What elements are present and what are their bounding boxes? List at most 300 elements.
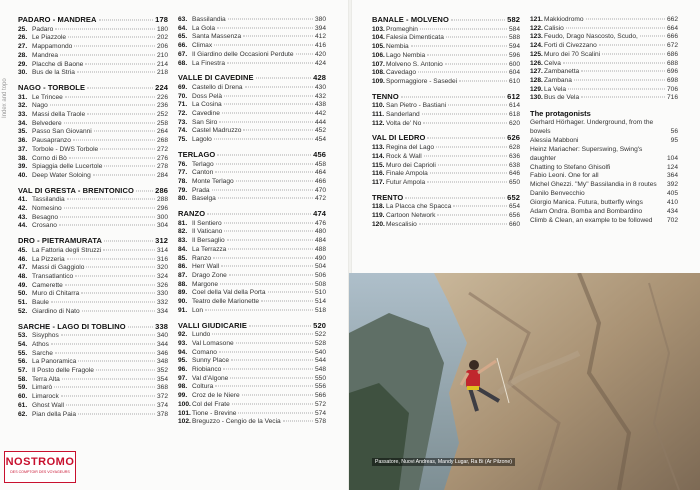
entry-page: 458 xyxy=(314,160,326,168)
entry-name: Zambanetta xyxy=(544,68,580,76)
leader-dots xyxy=(256,78,312,79)
entry-number: 49. xyxy=(18,281,28,289)
entry-page: 236 xyxy=(156,102,168,110)
protagonist-entry xyxy=(530,217,678,226)
entry-number: 87. xyxy=(178,271,188,279)
index-entry xyxy=(372,203,520,212)
entry-page: 326 xyxy=(156,281,168,289)
entry-page: 324 xyxy=(156,272,168,280)
entry-page: 432 xyxy=(314,92,326,100)
entry-page: 514 xyxy=(314,298,326,306)
index-entry xyxy=(372,61,520,70)
entry-page: 620 xyxy=(508,119,520,127)
index-entry xyxy=(178,161,326,170)
leader-dots xyxy=(640,36,665,37)
index-entry xyxy=(372,102,520,111)
protagonist-page: 702 xyxy=(666,217,678,224)
protagonists-section xyxy=(530,109,678,226)
entry-page: 368 xyxy=(156,384,168,392)
leader-dots xyxy=(438,164,507,165)
index-entry xyxy=(372,170,520,179)
photo-caption: Passatore, Nuovi Andreas, Mandy Lugar, Ra Bi (Ar Pilzone) xyxy=(372,458,515,466)
entry-number: 43. xyxy=(18,213,28,221)
section-heading xyxy=(18,323,168,332)
index-section xyxy=(18,16,168,78)
entry-name: Comano xyxy=(192,348,217,356)
entry-number: 117. xyxy=(372,178,385,186)
section-page: 474 xyxy=(313,209,326,219)
entry-number: 113. xyxy=(372,144,385,152)
entry-page: 378 xyxy=(156,410,168,418)
protagonists-title: The protagonists xyxy=(530,109,591,119)
leader-dots xyxy=(73,140,155,141)
entry-name: Cavedago xyxy=(386,69,417,77)
leader-dots xyxy=(411,46,507,47)
leader-dots xyxy=(236,342,313,343)
leader-dots xyxy=(446,37,507,38)
protagonist-entry xyxy=(530,199,678,208)
index-entry xyxy=(18,163,168,172)
entry-name: Regina del Lago xyxy=(386,144,435,152)
index-entry xyxy=(18,290,168,299)
index-entry xyxy=(530,77,678,86)
entry-name: La Vela xyxy=(544,85,566,93)
entry-number: 111. xyxy=(372,111,385,119)
index-entry xyxy=(178,392,326,401)
entry-number: 54. xyxy=(18,340,28,348)
entry-page: 578 xyxy=(314,418,326,426)
entry-page: 354 xyxy=(156,375,168,383)
entry-number: 37. xyxy=(18,145,28,153)
section-page: 612 xyxy=(507,91,520,101)
index-entry xyxy=(178,42,326,51)
entry-number: 29. xyxy=(18,60,28,68)
index-entry xyxy=(178,119,326,128)
protagonist-entry xyxy=(530,119,678,137)
entry-number: 88. xyxy=(178,280,188,288)
index-entry xyxy=(530,68,678,77)
entry-name: Futur Ampola xyxy=(386,178,426,186)
entry-name: Calisio xyxy=(544,24,564,32)
index-entry xyxy=(178,237,326,246)
leader-dots xyxy=(67,199,155,200)
index-entry xyxy=(178,195,326,204)
leader-dots xyxy=(220,283,313,284)
leader-dots xyxy=(227,240,313,241)
index-entry xyxy=(178,401,326,410)
section-page: 312 xyxy=(155,236,168,246)
leader-dots xyxy=(64,208,155,209)
section-title: RANZO xyxy=(178,209,206,219)
leader-dots xyxy=(55,352,155,353)
entry-number: 69. xyxy=(178,83,188,91)
section-heading xyxy=(178,322,326,331)
entry-page: 288 xyxy=(156,196,168,204)
leader-dots xyxy=(230,377,313,378)
entry-page: 372 xyxy=(156,393,168,401)
index-entry xyxy=(18,120,168,129)
entry-number: 38. xyxy=(18,154,28,162)
section-page: 652 xyxy=(507,192,520,202)
protagonist-name: Chatting to Stefano Ghisolfi xyxy=(530,163,611,171)
index-entry xyxy=(18,172,168,181)
leader-dots xyxy=(217,27,313,28)
entry-name: Ranzo xyxy=(192,254,212,262)
index-entry xyxy=(178,366,326,375)
leader-dots xyxy=(104,166,155,167)
leader-dots xyxy=(427,54,507,55)
entry-page: 664 xyxy=(666,24,678,32)
index-entry xyxy=(530,60,678,69)
entry-number: 126. xyxy=(530,59,543,67)
leader-dots xyxy=(85,63,155,64)
entry-page: 416 xyxy=(314,42,326,50)
index-section xyxy=(178,16,326,68)
entry-page: 424 xyxy=(314,59,326,67)
leader-dots xyxy=(242,395,313,396)
entry-name: Padaro xyxy=(32,25,54,33)
entry-page: 472 xyxy=(314,195,326,203)
index-entry xyxy=(178,418,326,427)
entry-page: 264 xyxy=(156,128,168,136)
entry-page: 518 xyxy=(314,306,326,314)
entry-name: Finale Ampola xyxy=(386,170,428,178)
entry-page: 452 xyxy=(314,127,326,135)
section-page: 338 xyxy=(155,321,168,331)
protagonist-page: 95 xyxy=(670,136,678,144)
entry-name: Lagolo xyxy=(192,136,212,144)
entry-number: 102. xyxy=(178,418,191,426)
entry-page: 600 xyxy=(508,60,520,68)
section-heading xyxy=(18,237,168,246)
entry-page: 340 xyxy=(156,332,168,340)
entry-number: 121. xyxy=(530,16,543,23)
entry-name: Nomesino xyxy=(32,205,62,213)
leader-dots xyxy=(602,53,665,54)
index-entry xyxy=(372,179,520,188)
entry-name: Pausapranzo xyxy=(32,137,71,145)
entry-name: Baule xyxy=(32,299,49,307)
leader-dots xyxy=(221,266,313,267)
protagonist-name: Danilo Benvecchio xyxy=(530,190,585,198)
leader-dots xyxy=(100,148,155,149)
leader-dots xyxy=(69,157,155,158)
entry-page: 628 xyxy=(508,144,520,152)
entry-number: 93. xyxy=(178,339,188,347)
entry-name: Nago xyxy=(32,102,48,110)
entry-name: Feudo, Drago Nascosto, Scudo, xyxy=(544,33,638,41)
entry-number: 81. xyxy=(178,219,188,227)
entry-name: Terlago xyxy=(192,160,214,168)
leader-dots xyxy=(136,190,153,191)
index-entry xyxy=(178,33,326,42)
index-entry xyxy=(178,281,326,290)
entry-page: 556 xyxy=(314,383,326,391)
index-section xyxy=(18,84,168,181)
index-entry xyxy=(530,42,678,51)
entry-name: Sarche xyxy=(32,349,53,357)
entry-number: 47. xyxy=(18,264,28,272)
leader-dots xyxy=(81,293,155,294)
entry-number: 60. xyxy=(18,393,28,401)
entry-number: 73. xyxy=(178,118,188,126)
index-entry xyxy=(18,341,168,350)
entry-number: 35. xyxy=(18,128,28,136)
entry-number: 58. xyxy=(18,375,28,383)
entry-page: 610 xyxy=(508,77,520,85)
index-entry xyxy=(18,256,168,265)
section-heading xyxy=(372,134,520,143)
leader-dots xyxy=(77,72,155,73)
section-title: TENNO xyxy=(372,91,399,101)
leader-dots xyxy=(224,231,313,232)
section-page: 456 xyxy=(313,149,326,159)
leader-dots xyxy=(222,113,313,114)
entry-page: 476 xyxy=(314,219,326,227)
entry-name: Lago Nembia xyxy=(386,51,426,59)
entry-page: 296 xyxy=(156,205,168,213)
protagonist-entry xyxy=(530,164,678,173)
protagonist-entry xyxy=(530,181,678,190)
leader-dots xyxy=(423,122,507,123)
leader-dots xyxy=(78,361,155,362)
entry-name: Athos xyxy=(32,340,49,348)
entry-page: 480 xyxy=(314,228,326,236)
entry-page: 344 xyxy=(156,340,168,348)
entry-name: Belvedere xyxy=(32,119,62,127)
section-heading-row xyxy=(18,187,168,196)
index-entry xyxy=(18,94,168,103)
entry-page: 348 xyxy=(156,358,168,366)
index-column-3 xyxy=(372,16,520,235)
section-heading xyxy=(372,93,520,102)
entry-page: 506 xyxy=(314,271,326,279)
leader-dots xyxy=(437,215,507,216)
index-entry xyxy=(530,86,678,95)
index-entry xyxy=(18,137,168,146)
protagonist-name: Gerhard Hörhager. Underground, from the bowels xyxy=(530,119,654,135)
entry-page: 470 xyxy=(314,186,326,194)
entry-number: 56. xyxy=(18,358,28,366)
entry-number: 53. xyxy=(18,332,28,340)
protagonist-entry xyxy=(530,146,678,164)
entry-name: Crosano xyxy=(32,222,57,230)
section-page: 224 xyxy=(155,82,168,92)
entry-page: 618 xyxy=(508,111,520,119)
entry-page: 464 xyxy=(314,169,326,177)
index-entry xyxy=(18,358,168,367)
entry-number: 92. xyxy=(178,331,188,339)
entry-page: 696 xyxy=(666,68,678,76)
entry-page: 544 xyxy=(314,357,326,365)
index-entry xyxy=(530,94,678,103)
section-heading-row xyxy=(372,93,520,102)
entry-number: 97. xyxy=(178,374,188,382)
entry-name: Torbole - DWS Torbole xyxy=(32,145,99,153)
index-section xyxy=(530,16,678,103)
leader-dots xyxy=(68,37,155,38)
entry-name: Lon xyxy=(192,306,204,314)
index-entry xyxy=(372,78,520,87)
entry-name: Il Vaticano xyxy=(192,228,223,236)
entry-page: 638 xyxy=(508,161,520,169)
entry-page: 346 xyxy=(156,349,168,357)
index-entry xyxy=(18,111,168,120)
index-entry xyxy=(18,264,168,273)
entry-name: Tione - Brevine xyxy=(192,409,237,417)
entry-name: Teatro delle Marionette xyxy=(192,298,260,306)
leader-dots xyxy=(445,63,507,64)
section-title: SARCHE - LAGO DI TOBLINO xyxy=(18,321,126,331)
index-entry xyxy=(178,136,326,145)
index-entry xyxy=(178,51,326,60)
index-entry xyxy=(178,331,326,340)
entry-number: 39. xyxy=(18,163,28,171)
section-title: PADARO - MANDREA xyxy=(18,15,97,24)
entry-number: 63. xyxy=(178,16,188,23)
protagonist-entry xyxy=(530,208,678,217)
entry-number: 101. xyxy=(178,409,191,417)
entry-page: 284 xyxy=(156,171,168,179)
entry-number: 98. xyxy=(178,383,188,391)
leader-dots xyxy=(65,284,155,285)
entry-name: Zambana xyxy=(544,76,572,84)
entry-name: Mandrea xyxy=(32,51,59,59)
index-entry xyxy=(18,102,168,111)
entry-name: Sanderland xyxy=(386,111,420,119)
section-heading xyxy=(178,210,326,219)
index-entry xyxy=(372,26,520,35)
entry-name: Makkiodromo xyxy=(544,16,584,23)
entry-number: 66. xyxy=(178,42,188,50)
entry-page: 636 xyxy=(508,152,520,160)
entry-page: 540 xyxy=(314,348,326,356)
climber-photo xyxy=(349,273,700,490)
protagonist-page: 434 xyxy=(666,208,678,216)
entry-name: Santa Massenza xyxy=(192,33,242,41)
entry-name: Limarock xyxy=(32,393,59,401)
index-section xyxy=(178,74,326,145)
entry-page: 430 xyxy=(314,83,326,91)
index-entry xyxy=(18,128,168,137)
entry-page: 572 xyxy=(314,400,326,408)
entry-number: 78. xyxy=(178,177,188,185)
leader-dots xyxy=(214,45,313,46)
leader-dots xyxy=(59,225,155,226)
protagonist-page: 56 xyxy=(670,127,678,135)
leader-dots xyxy=(224,104,313,105)
entry-number: 67. xyxy=(178,50,188,58)
entry-page: 214 xyxy=(156,60,168,68)
entry-page: 672 xyxy=(666,42,678,50)
leader-dots xyxy=(419,223,507,224)
index-entry xyxy=(18,411,168,420)
entry-name: Sunny Place xyxy=(192,357,230,365)
index-entry xyxy=(178,349,326,358)
entry-number: 95. xyxy=(178,357,188,365)
leader-dots xyxy=(231,360,313,361)
leader-dots xyxy=(207,214,311,215)
entry-name: Falesia Dimenticata xyxy=(386,34,444,42)
leader-dots xyxy=(229,274,313,275)
entry-name: Ghost Wall xyxy=(32,401,64,409)
entry-page: 686 xyxy=(666,50,678,58)
entry-number: 129. xyxy=(530,85,543,93)
index-entry xyxy=(372,43,520,52)
leader-dots xyxy=(249,325,311,326)
index-entry xyxy=(18,308,168,317)
entry-number: 79. xyxy=(178,186,188,194)
entry-name: Canton xyxy=(192,169,214,177)
section-title: DRO - PIETRAMURATA xyxy=(18,236,103,246)
leader-dots xyxy=(217,154,311,155)
index-entry xyxy=(372,144,520,153)
entry-page: 330 xyxy=(156,290,168,298)
leader-dots xyxy=(205,309,313,310)
entry-number: 127. xyxy=(530,68,543,76)
section-heading xyxy=(178,151,326,160)
entry-page: 218 xyxy=(156,69,168,77)
entry-number: 45. xyxy=(18,246,28,254)
entry-name: Croz de le Niere xyxy=(192,392,240,400)
entry-name: Tassilandia xyxy=(32,196,65,204)
leader-dots xyxy=(448,105,507,106)
entry-page: 510 xyxy=(314,289,326,297)
index-section xyxy=(372,93,520,129)
section-page: 626 xyxy=(507,133,520,143)
index-entry xyxy=(178,375,326,384)
protagonist-name: Heinz Mariacher: Superswing, Swing's daughter xyxy=(530,145,643,162)
protagonist-name: Climb & Clean, an example to be followed xyxy=(530,217,653,224)
section-heading-row xyxy=(372,194,520,203)
protagonist-name: Fabio Leoni. One for all xyxy=(530,172,599,180)
leader-dots xyxy=(212,334,313,335)
entry-page: 466 xyxy=(314,177,326,185)
entry-number: 48. xyxy=(18,272,28,280)
section-page: 428 xyxy=(313,73,326,83)
section-heading-row xyxy=(18,84,168,93)
entry-name: Monte Terlago xyxy=(192,177,234,185)
index-section xyxy=(18,237,168,316)
leader-dots xyxy=(82,310,155,311)
index-entry xyxy=(178,289,326,298)
leader-dots xyxy=(212,189,313,190)
entry-page: 252 xyxy=(156,111,168,119)
leader-dots xyxy=(422,114,507,115)
leader-dots xyxy=(54,387,155,388)
leader-dots xyxy=(60,216,155,217)
entry-page: 320 xyxy=(156,264,168,272)
leader-dots xyxy=(99,20,154,21)
index-entry xyxy=(18,273,168,282)
index-entry xyxy=(18,34,168,43)
section-title: VAL DI LEDRO xyxy=(372,133,426,143)
leader-dots xyxy=(563,62,665,63)
leader-dots xyxy=(236,180,313,181)
index-entry xyxy=(178,255,326,264)
leader-dots xyxy=(219,351,313,352)
leader-dots xyxy=(224,95,313,96)
index-section xyxy=(18,187,168,232)
entry-name: Coltura xyxy=(192,383,214,391)
entry-number: 65. xyxy=(178,33,188,41)
entry-number: 108. xyxy=(372,69,385,77)
entry-number: 25. xyxy=(18,25,28,33)
entry-number: 68. xyxy=(178,59,188,67)
leader-dots xyxy=(93,174,155,175)
entry-number: 30. xyxy=(18,69,28,77)
entry-name: Bus de Vela xyxy=(544,94,580,102)
